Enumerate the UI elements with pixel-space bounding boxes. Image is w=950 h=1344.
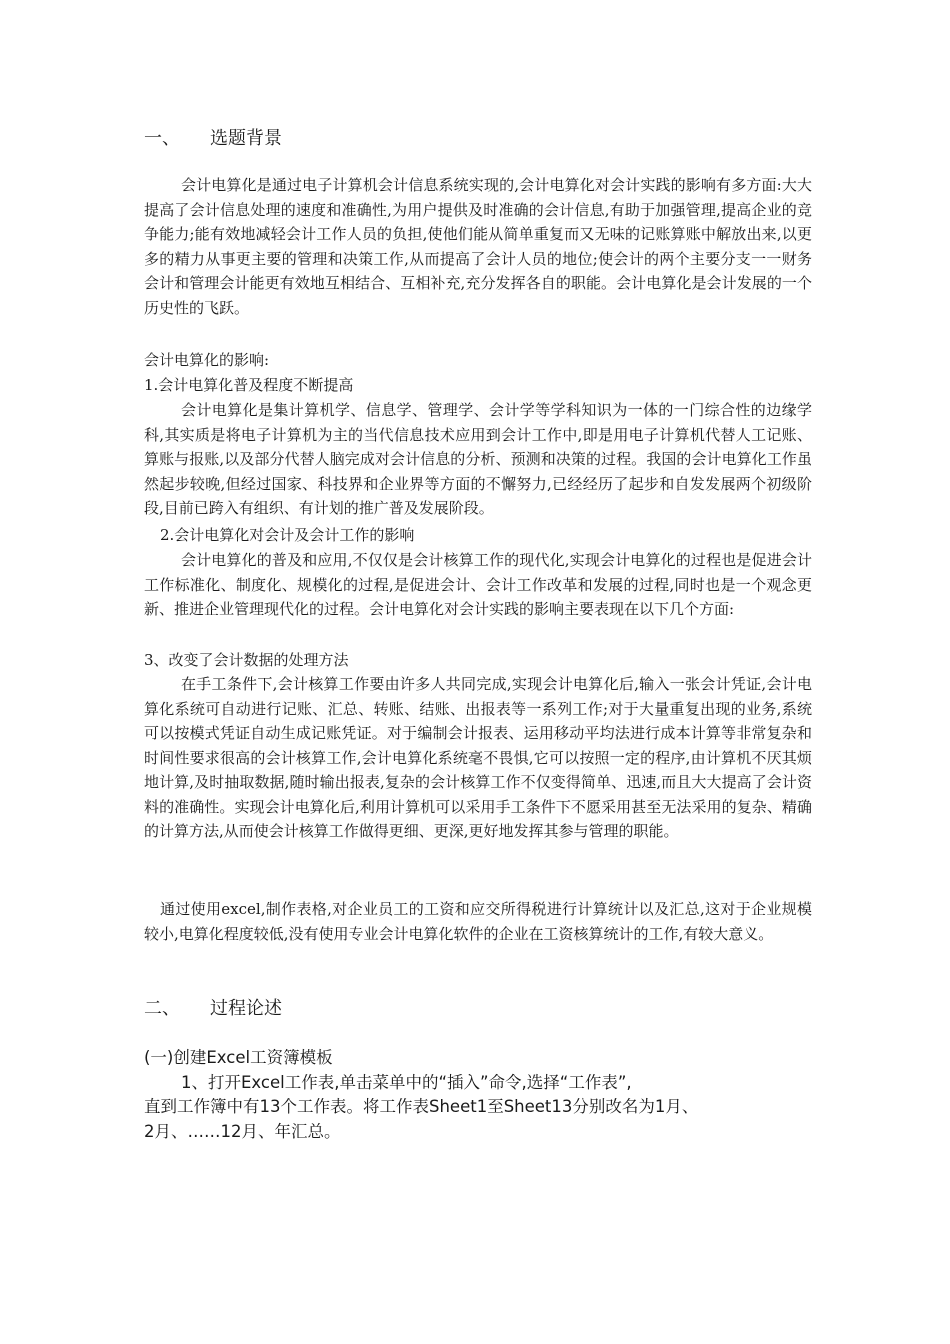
section2-heading bbox=[144, 997, 812, 1021]
excel-usage-paragraph: 通过使用excel,制作表格,对企业员工的工资和应交所得税进行计算统计以及汇总,这对于企业规模较小,电算化程度较低,没有使用专业会计电算化软件的企业在工资核算统计的工作,有较大意义。 bbox=[144, 900, 812, 943]
subsection1-title: (一)创建Excel工资簿模板 bbox=[144, 1048, 333, 1067]
item2-title: 2.会计电算化对会计及会计工作的影响 bbox=[160, 526, 415, 544]
subsection1-line3: 2月、……12月、年汇总。 bbox=[144, 1122, 341, 1141]
section1-intro-paragraph: 会计电算化是通过电子计算机会计信息系统实现的,会计电算化对会计实践的影响有多方面:大大提高了会计信息处理的速度和准确性,为用户提供及时准确的会计信息,有助于加强管理,提高企业的竞争能力;能有效地减轻会计工作人员的负担,使他们能从简单重复而又无味的记账算账中解放出来,以更多的精力从事更主要的管理和决策工作,从而提高了会计人员的地位;使会计的两个主要分支一一财务会计和管理会计能更有效地互相结合、互相补充,充分发挥各自的职能。会计电算化是会计发展的一个历史性的飞跃。 bbox=[144, 176, 812, 317]
section2-number: 二、 bbox=[144, 998, 180, 1019]
section1-title: 选题背景 bbox=[210, 128, 282, 149]
item3-title: 3、改变了会计数据的处理方法 bbox=[144, 651, 349, 669]
section1-heading bbox=[144, 127, 812, 151]
section1-number: 一、 bbox=[144, 128, 180, 149]
item2-body: 会计电算化的普及和应用,不仅仅是会计核算工作的现代化,实现会计电算化的过程也是促进会计工作标准化、制度化、规模化的过程,是促进会计、会计工作改革和发展的过程,同时也是一个观念更新、推进企业管理现代化的过程。会计电算化对会计实践的影响主要表现在以下几个方面: bbox=[144, 551, 812, 618]
subsection1-line1: 1、打开Excel工作表,单击菜单中的“插入”命令,选择“工作表”, bbox=[181, 1073, 632, 1092]
subsection1-line2: 直到工作簿中有13个工作表。将工作表Sheet1至Sheet13分别改名为1月、 bbox=[144, 1097, 699, 1116]
item1-title: 1.会计电算化普及程度不断提高 bbox=[144, 376, 354, 394]
section2-title: 过程论述 bbox=[210, 998, 282, 1019]
item3-body: 在手工条件下,会计核算工作要由许多人共同完成,实现会计电算化后,输入一张会计凭证,会计电算化系统可自动进行记账、汇总、转账、结账、出报表等一系列工作;对于大量重复出现的业务,系统可以按模式凭证自动生成记账凭证。对于编制会计报表、运用移动平均法进行成本计算等非常复杂和时间性要求很高的会计核算工作,会计电算化系统毫不畏惧,它可以按照一定的程序,由计算机不厌其烦地计算,及时抽取数据,随时输出报表,复杂的会计核算工作不仅变得简单、迅速,而且大大提高了会计资料的准确性。实现会计电算化后,利用计算机可以采用手工条件下不愿采用甚至无法采用的复杂、精确的计算方法,从而使会计核算工作做得更细、更深,更好地发挥其参与管理的职能。 bbox=[144, 675, 812, 840]
impact-title: 会计电算化的影响: bbox=[144, 351, 270, 369]
item1-body: 会计电算化是集计算机学、信息学、管理学、会计学等学科知识为一体的一门综合性的边缘学科,其实质是将电子计算机为主的当代信息技术应用到会计工作中,即是用电子计算机代替人工记账、算账与报账,以及部分代替人脑完成对会计信息的分析、预测和决策的过程。我国的会计电算化工作虽然起步较晚,但经过国家、科技界和企业界等方面的不懈努力,已经经历了起步和自发发展两个初级阶段,目前已跨入有组织、有计划的推广普及发展阶段。 bbox=[144, 401, 812, 517]
